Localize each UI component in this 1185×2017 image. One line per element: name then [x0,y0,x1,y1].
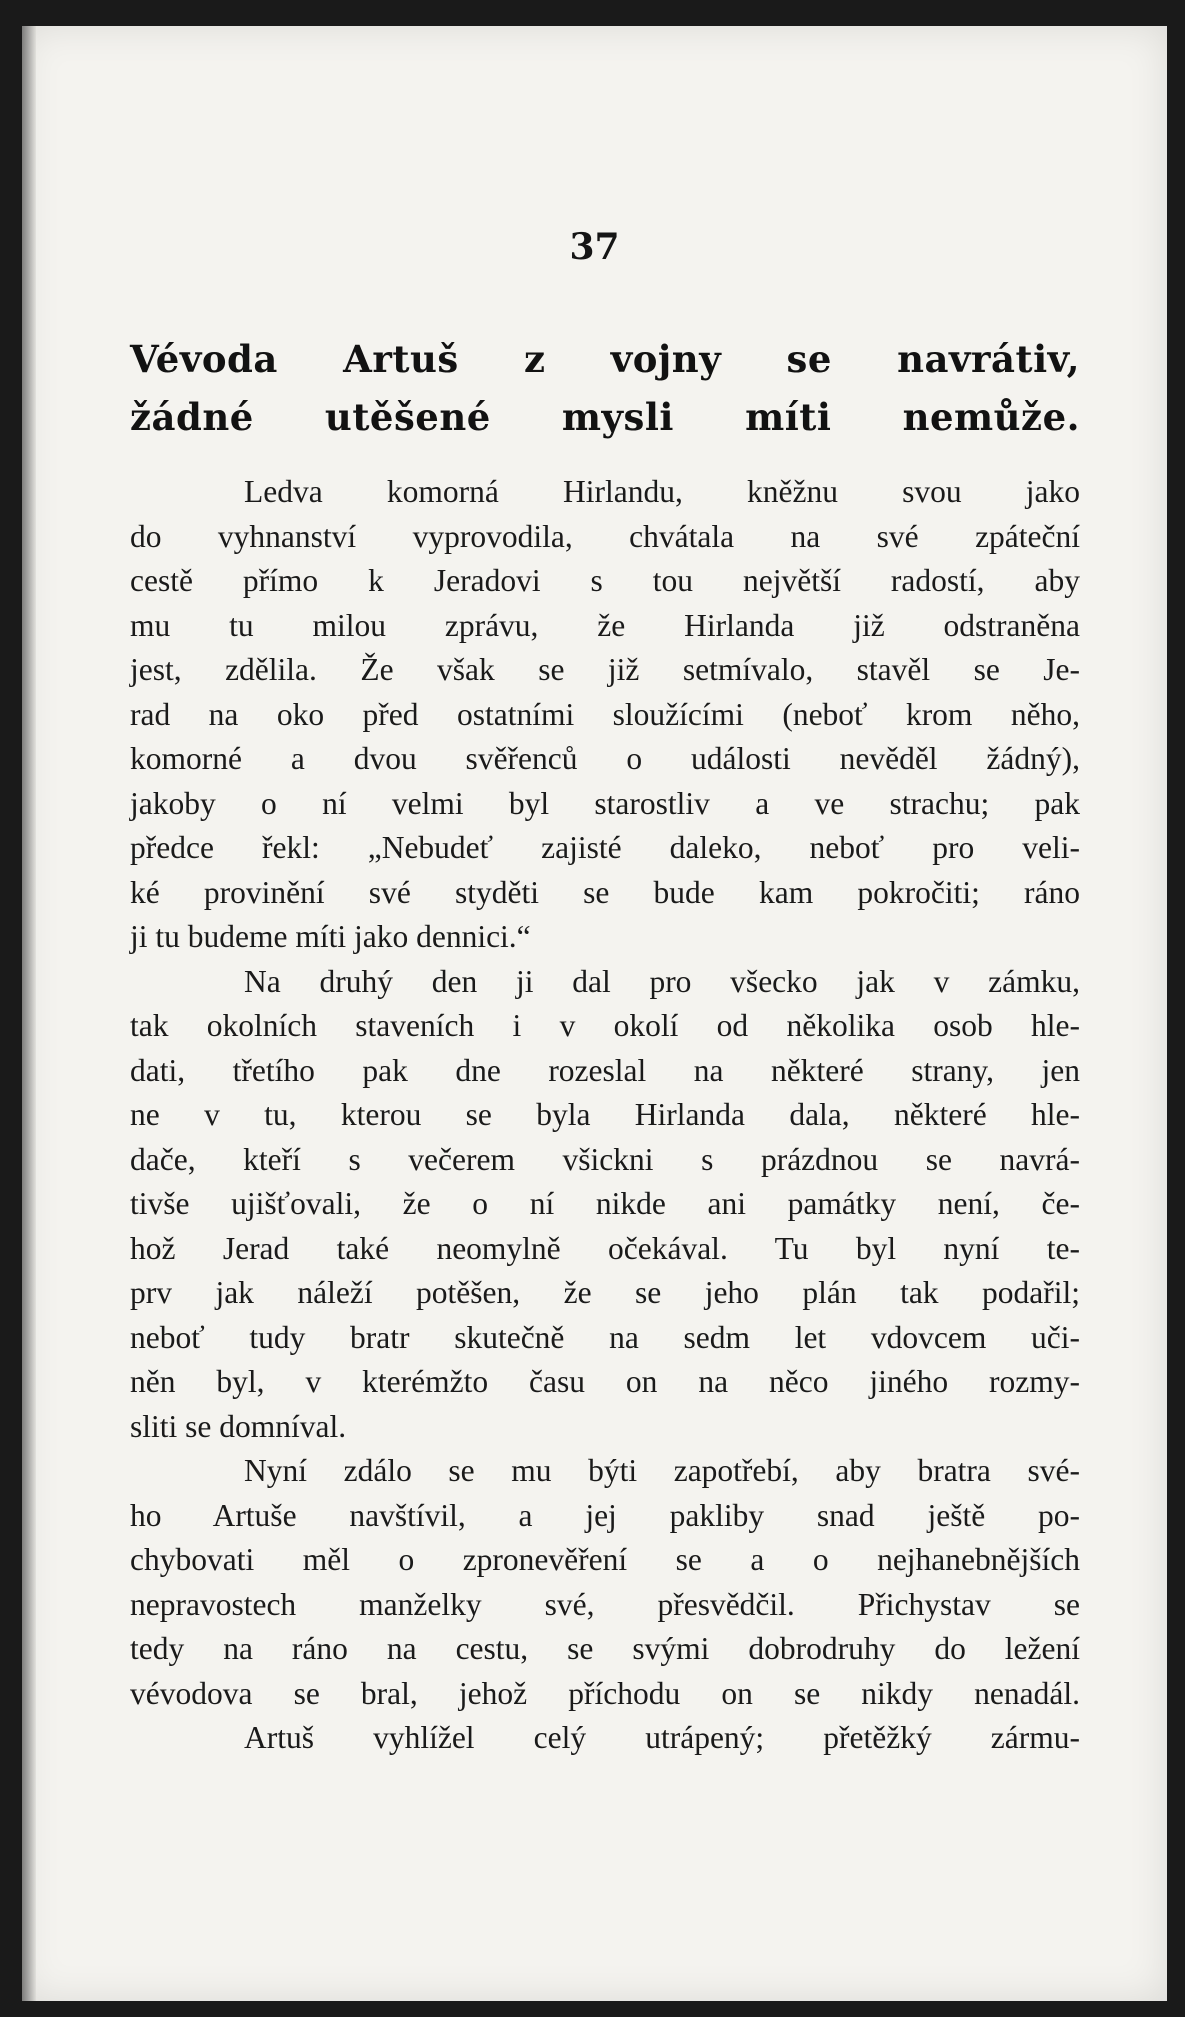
text-line: tivše ujišťovali, že o ní nikde ani památky není, če- [130,1186,1080,1221]
text-line: vévodova se bral, jehož příchodu on se nikdy nenadál. [130,1675,1080,1711]
text-line: předce řekl: „Nebudeť zajisté daleko, neboť pro veli- [130,830,1080,865]
text-line: něn byl, v kterémžto času on na něco jiného rozmy- [130,1364,1080,1399]
text-line: Nyní zdálo se mu býti zapotřebí, aby bratra své- [244,1453,1080,1488]
text-line: sliti se domníval. [130,1408,347,1444]
text-line: Na druhý den ji dal pro všecko jak v zámku, [244,963,1080,999]
text-line: Artuš vyhlížel celý utrápený; přetěžký zármu- [244,1720,1080,1755]
body-text [130,470,1080,1761]
text-line: nepravostech manželky své, přesvědčil. Přichystav se [130,1586,1080,1622]
heading-line: Vévoda Artuš z vojny se navrátiv, [130,337,1080,381]
chapter-heading [130,330,1080,446]
text-line: Ledva komorná Hirlandu, kněžnu svou jako [244,474,1080,509]
text-line: hož Jerad také neomylně očekával. Tu byl nyní te- [130,1230,1080,1266]
text-line: ne v tu, kterou se byla Hirlanda dala, některé hle- [130,1097,1080,1132]
page-number: 37 [569,226,620,268]
text-line: tak okolních staveních i v okolí od několika osob hle- [130,1008,1080,1043]
text-line: dače, kteří s večerem všickni s prázdnou se navrá- [130,1141,1080,1177]
text-line: mu tu milou zprávu, že Hirlanda již odstraněna [130,607,1080,643]
text-line: ho Artuše navštívil, a jej pakliby snad ještě po- [130,1497,1080,1533]
text-line: komorné a dvou svěřenců o události nevěděl žádný), [130,741,1080,776]
text-line: do vyhnanství vyprovodila, chvátala na své zpáteční [130,518,1080,554]
text-line: dati, třetího pak dne rozeslal na některé strany, jen [130,1052,1080,1088]
page-binding-edge [22,26,36,2001]
book-page [22,26,1167,2001]
text-line: cestě přímo k Jeradovi s tou největší radostí, aby [130,563,1080,598]
text-line: tedy na ráno na cestu, se svými dobrodruhy do ležení [130,1631,1080,1666]
text-line: chybovati měl o zpronevěření se a o nejhanebnějších [130,1542,1080,1577]
text-line: prv jak náleží potěšen, že se jeho plán tak podařil; [130,1275,1080,1310]
heading-line: žádné utěšené mysli míti nemůže. [130,395,1080,439]
text-line: neboť tudy bratr skutečně na sedm let vdovcem uči- [130,1319,1080,1355]
text-line: ké provinění své styděti se bude kam pokročiti; ráno [130,874,1080,910]
text-line: jakoby o ní velmi byl starostliv a ve strachu; pak [130,785,1080,821]
text-line: ji tu budeme míti jako dennici.“ [130,919,531,954]
text-line: rad na oko před ostatními sloužícími (neboť krom něho, [130,696,1080,732]
text-line: jest, zdělila. Že však se již setmívalo, stavěl se Je- [130,652,1080,687]
